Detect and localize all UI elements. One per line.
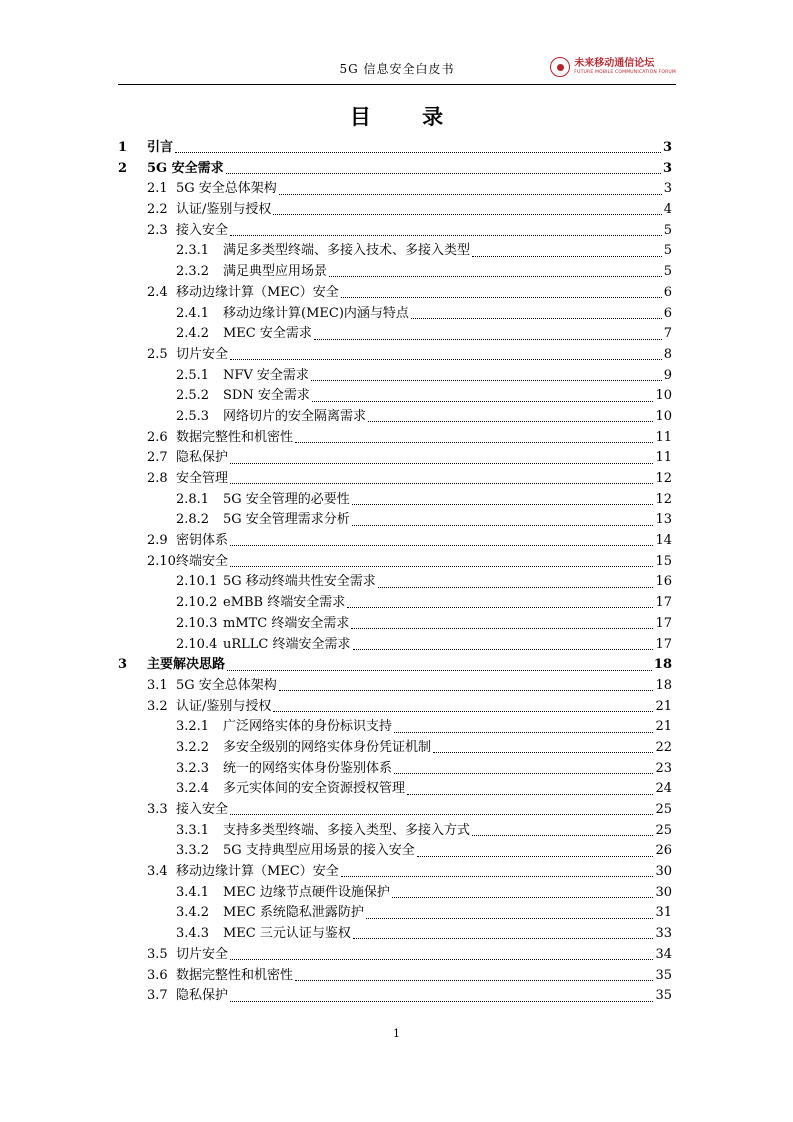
- dot-leader: [352, 524, 654, 526]
- toc-entry-label: 5G 安全管理需求分析: [223, 512, 350, 528]
- toc-entry-label: 5G 安全总体架构: [176, 181, 277, 197]
- toc-entry-label: 2.10终端安全: [147, 553, 228, 569]
- toc-entry[interactable]: [118, 883, 672, 904]
- toc-entry-label: 多安全级别的网络实体身份凭证机制: [223, 739, 432, 755]
- toc-entry[interactable]: [118, 779, 672, 800]
- dot-leader: [230, 234, 662, 236]
- toc-entry-label: 密钥体系: [176, 533, 229, 549]
- toc-entry-page: 34: [655, 946, 672, 962]
- dot-leader: [417, 855, 654, 857]
- dot-leader: [394, 772, 653, 774]
- toc-entry-number: 2.3.1: [176, 243, 210, 259]
- dot-leader: [230, 565, 654, 567]
- toc-entry-label: 5G 安全总体架构: [176, 677, 277, 693]
- toc-entry-number: 2.6: [147, 429, 168, 445]
- toc-entry-page: 6: [663, 284, 672, 300]
- dot-leader: [472, 255, 662, 257]
- toc-entry-page: 8: [663, 346, 672, 362]
- toc-entry-number: 1: [118, 140, 128, 155]
- dot-leader: [407, 793, 653, 795]
- toc-entry-number: 3.3.2: [176, 843, 210, 859]
- toc-entry-number: 3.2.2: [176, 739, 210, 755]
- toc-entry-page: 9: [663, 367, 672, 383]
- dot-leader: [368, 420, 653, 422]
- toc-entry-page: 30: [655, 884, 672, 900]
- toc-entry-number: 2.5.2: [176, 388, 210, 404]
- toc-entry[interactable]: [118, 469, 672, 490]
- page-number: 1: [393, 1027, 400, 1040]
- toc-entry-label: MEC 系统隐私泄露防护: [223, 905, 364, 921]
- toc-entry[interactable]: [118, 738, 672, 759]
- toc-entry[interactable]: [118, 717, 672, 738]
- toc-entry-number: 3.2.3: [176, 760, 210, 776]
- toc-entry[interactable]: [118, 862, 672, 883]
- toc-entry-number: 2.1: [147, 181, 168, 197]
- toc-entry-page: 35: [655, 967, 672, 983]
- toc-entry-number: 2.10.3: [176, 615, 218, 631]
- toc-entry[interactable]: [118, 407, 672, 428]
- toc-entry-page: 12: [655, 491, 672, 507]
- toc-entry-page: 12: [655, 471, 672, 486]
- toc-entry-page: 17: [655, 595, 672, 611]
- toc-entry-page: 18: [655, 677, 672, 693]
- toc-entry-label: 满足典型应用场景: [223, 264, 328, 280]
- toc-entry-number: 3.5: [147, 946, 168, 962]
- forum-logo-icon: [550, 57, 570, 77]
- dot-leader: [366, 917, 654, 919]
- toc-entry-page: 31: [655, 905, 672, 921]
- dot-leader: [295, 979, 653, 981]
- toc-entry[interactable]: [118, 283, 672, 304]
- dot-leader: [273, 213, 661, 215]
- toc-entry[interactable]: [118, 924, 672, 945]
- toc-entry-number: 2.5.1: [176, 367, 210, 383]
- dot-leader: [226, 172, 661, 174]
- dot-leader: [230, 813, 653, 815]
- dot-leader: [175, 151, 661, 153]
- toc-entry-label: 隐私保护: [176, 450, 229, 466]
- toc-entry-label: 安全管理: [176, 471, 229, 486]
- toc-entry-number: 3.3: [147, 802, 168, 817]
- dot-leader: [295, 441, 653, 443]
- toc-entry-page: 23: [655, 760, 672, 776]
- dot-leader: [394, 731, 653, 733]
- dot-leader: [411, 317, 662, 319]
- toc-entry[interactable]: [118, 179, 672, 200]
- toc-entry-number: 3.7: [147, 988, 168, 1004]
- toc-entry-number: 3.2.4: [176, 781, 210, 797]
- dot-leader: [353, 648, 654, 650]
- toc-entry-number: 2.3: [147, 222, 168, 238]
- toc-entry-label: 支持多类型终端、多接入类型、多接入方式: [223, 822, 471, 838]
- dot-leader: [230, 958, 653, 960]
- toc-entry-page: 30: [655, 864, 672, 880]
- toc-entry-page: 3: [662, 140, 672, 155]
- dot-leader: [230, 358, 662, 360]
- dot-leader: [351, 627, 653, 629]
- toc-entry-page: 4: [663, 202, 672, 218]
- toc-entry-label: 网络切片的安全隔离需求: [223, 408, 367, 424]
- toc-entry-label: 广泛网络实体的身份标识支持: [223, 719, 393, 735]
- toc-entry-page: 5: [663, 264, 672, 280]
- toc-entry-page: 13: [655, 512, 672, 528]
- toc-entry-page: 15: [655, 553, 672, 569]
- toc-entry-page: 22: [655, 739, 672, 755]
- dot-leader: [314, 338, 662, 340]
- toc-entry-number: 2.4.1: [176, 305, 210, 321]
- toc-entry-label: 隐私保护: [176, 988, 229, 1004]
- toc-entry-page: 21: [655, 698, 672, 714]
- toc-entry[interactable]: [118, 386, 672, 407]
- toc-entry[interactable]: [118, 490, 672, 511]
- toc-entry-number: 2.8: [147, 471, 168, 486]
- toc-entry-number: 3.4: [147, 864, 168, 880]
- toc-entry-number: 2.4.2: [176, 326, 210, 342]
- toc-entry[interactable]: [118, 986, 672, 1007]
- toc-entry-page: 35: [655, 988, 672, 1004]
- toc-entry-number: 3.1: [147, 677, 168, 693]
- header-title: 5G 信息安全白皮书: [339, 62, 455, 76]
- toc-entry-page: 17: [655, 615, 672, 631]
- dot-leader: [329, 275, 662, 277]
- toc-entry-number: 2.7: [147, 450, 168, 466]
- toc-entry-number: 2.9: [147, 533, 168, 549]
- dot-leader: [279, 193, 662, 195]
- toc-entry-page: 5: [663, 222, 672, 238]
- toc-entry-label: mMTC 终端安全需求: [223, 615, 350, 631]
- toc-entry[interactable]: [118, 138, 672, 159]
- dot-leader: [273, 710, 653, 712]
- toc-entry[interactable]: [118, 966, 672, 987]
- toc-entry-page: 17: [655, 636, 672, 652]
- logo-english-text: FUTURE MOBILE COMMUNICATION FORUM: [574, 69, 676, 75]
- toc-entry-number: 2.2: [147, 202, 168, 218]
- toc-entry-page: 25: [655, 822, 672, 838]
- logo-chinese-text: 未来移动通信论坛: [574, 57, 655, 69]
- toc-entry-label: SDN 安全需求: [223, 388, 310, 404]
- toc-entry[interactable]: [118, 552, 672, 573]
- dot-leader: [353, 937, 654, 939]
- dot-leader: [230, 544, 653, 546]
- toc-entry[interactable]: [118, 635, 672, 656]
- toc-entry-page: 3: [663, 181, 672, 197]
- toc-entry-label: 5G 安全需求: [147, 160, 224, 176]
- toc-entry-page: 26: [655, 843, 672, 859]
- toc-entry-label: 切片安全: [176, 346, 229, 362]
- table-of-contents: [118, 138, 672, 1007]
- toc-entry-label: 认证/鉴别与授权: [176, 202, 272, 218]
- forum-logo: [550, 55, 676, 79]
- toc-entry-number: 3.2: [147, 698, 168, 714]
- toc-entry[interactable]: [118, 448, 672, 469]
- toc-entry[interactable]: [118, 159, 672, 180]
- dot-leader: [230, 1000, 653, 1002]
- toc-entry[interactable]: [118, 593, 672, 614]
- toc-entry-number: 2: [118, 160, 128, 176]
- toc-entry-label: 移动边缘计算（MEC）安全: [176, 284, 339, 300]
- toc-entry-number: 3: [118, 657, 128, 673]
- toc-entry-label: 主要解决思路: [147, 657, 226, 673]
- toc-entry[interactable]: [118, 759, 672, 780]
- toc-entry-number: 3.4.3: [176, 926, 210, 942]
- dot-leader: [312, 400, 654, 402]
- toc-entry-page: 14: [655, 533, 672, 549]
- toc-entry-page: 33: [655, 926, 672, 942]
- toc-entry[interactable]: [118, 428, 672, 449]
- toc-entry[interactable]: [118, 821, 672, 842]
- toc-entry-label: 数据完整性和机密性: [176, 429, 294, 445]
- toc-entry[interactable]: [118, 841, 672, 862]
- dot-leader: [230, 482, 653, 484]
- toc-entry-label: 5G 支持典型应用场景的接入安全: [223, 843, 415, 859]
- toc-entry-label: 5G 安全管理的必要性: [223, 491, 350, 507]
- toc-entry-page: 25: [655, 802, 672, 817]
- toc-entry-label: 认证/鉴别与授权: [176, 698, 272, 714]
- dot-leader: [392, 896, 654, 898]
- dot-leader: [378, 586, 654, 588]
- toc-entry-label: 移动边缘计算（MEC）安全: [176, 864, 339, 880]
- toc-entry[interactable]: [118, 572, 672, 593]
- toc-entry-number: 3.2.1: [176, 719, 210, 735]
- toc-entry[interactable]: [118, 945, 672, 966]
- toc-entry-label: eMBB 终端安全需求: [223, 595, 346, 611]
- toc-entry-label: MEC 安全需求: [223, 326, 312, 342]
- toc-entry-number: 3.4.1: [176, 884, 210, 900]
- toc-entry-page: 18: [653, 657, 672, 673]
- toc-entry-number: 2.8.2: [176, 512, 210, 528]
- toc-entry-label: 接入安全: [176, 802, 229, 817]
- toc-entry-page: 10: [655, 408, 672, 424]
- page-header: [118, 55, 676, 85]
- toc-entry-number: 3.3.1: [176, 822, 210, 838]
- dot-leader: [347, 606, 653, 608]
- dot-leader: [227, 669, 652, 671]
- toc-entry[interactable]: [118, 366, 672, 387]
- dot-leader: [472, 834, 653, 836]
- toc-entry-number: 2.4: [147, 284, 168, 300]
- toc-entry-page: 11: [655, 429, 672, 445]
- dot-leader: [311, 379, 662, 381]
- toc-entry-page: 6: [663, 305, 672, 321]
- toc-entry[interactable]: [118, 200, 672, 221]
- toc-entry[interactable]: [118, 676, 672, 697]
- toc-entry-label: MEC 三元认证与鉴权: [223, 926, 351, 942]
- toc-entry-label: 多元实体间的安全资源授权管理: [223, 781, 406, 797]
- toc-entry[interactable]: [118, 697, 672, 718]
- header-rule: [118, 84, 676, 85]
- toc-entry-label: 接入安全: [176, 222, 229, 238]
- toc-entry-number: 2.8.1: [176, 491, 210, 507]
- toc-entry-label: 切片安全: [176, 946, 229, 962]
- toc-entry-label: MEC 边缘节点硬件设施保护: [223, 884, 390, 900]
- toc-entry-number: 2.10.2: [176, 595, 218, 611]
- toc-entry[interactable]: [118, 903, 672, 924]
- toc-entry[interactable]: [118, 324, 672, 345]
- toc-entry[interactable]: [118, 221, 672, 242]
- toc-entry[interactable]: [118, 262, 672, 283]
- toc-entry-number: 3.4.2: [176, 905, 210, 921]
- toc-entry-label: 移动边缘计算(MEC)内涵与特点: [223, 305, 409, 321]
- toc-entry-page: 21: [655, 719, 672, 735]
- toc-entry-page: 11: [655, 450, 672, 466]
- toc-entry-page: 24: [655, 781, 672, 797]
- toc-entry[interactable]: [118, 531, 672, 552]
- dot-leader: [279, 689, 654, 691]
- dot-leader: [433, 751, 653, 753]
- toc-entry-number: 2.5.3: [176, 408, 210, 424]
- toc-title: 目 录: [349, 104, 466, 129]
- toc-entry-label: NFV 安全需求: [223, 367, 309, 383]
- toc-entry[interactable]: [118, 304, 672, 325]
- toc-entry-number: 2.10.4: [176, 636, 218, 652]
- toc-entry-number: 2.3.2: [176, 264, 210, 280]
- toc-entry[interactable]: [118, 345, 672, 366]
- toc-entry-label: 引言: [147, 140, 174, 155]
- toc-entry[interactable]: [118, 614, 672, 635]
- toc-entry-label: uRLLC 终端安全需求: [223, 636, 351, 652]
- toc-entry-page: 10: [655, 388, 672, 404]
- toc-entry-page: 7: [663, 326, 672, 342]
- toc-entry-number: 2.10.1: [176, 574, 218, 590]
- toc-entry-label: 5G 移动终端共性安全需求: [223, 574, 376, 590]
- toc-entry[interactable]: [118, 241, 672, 262]
- toc-entry-number: 3.6: [147, 967, 168, 983]
- toc-entry-page: 16: [655, 574, 672, 590]
- toc-entry-page: 5: [663, 243, 672, 259]
- dot-leader: [341, 296, 662, 298]
- toc-entry-label: 数据完整性和机密性: [176, 967, 294, 983]
- dot-leader: [341, 875, 654, 877]
- toc-entry-page: 3: [662, 160, 672, 176]
- dot-leader: [230, 462, 653, 464]
- toc-entry-number: 2.5: [147, 346, 168, 362]
- toc-entry-label: 统一的网络实体身份鉴别体系: [223, 760, 393, 776]
- toc-entry[interactable]: [118, 655, 672, 676]
- dot-leader: [352, 503, 654, 505]
- toc-entry-label: 满足多类型终端、多接入技术、多接入类型: [223, 243, 471, 259]
- toc-entry[interactable]: [118, 510, 672, 531]
- toc-entry[interactable]: [118, 800, 672, 821]
